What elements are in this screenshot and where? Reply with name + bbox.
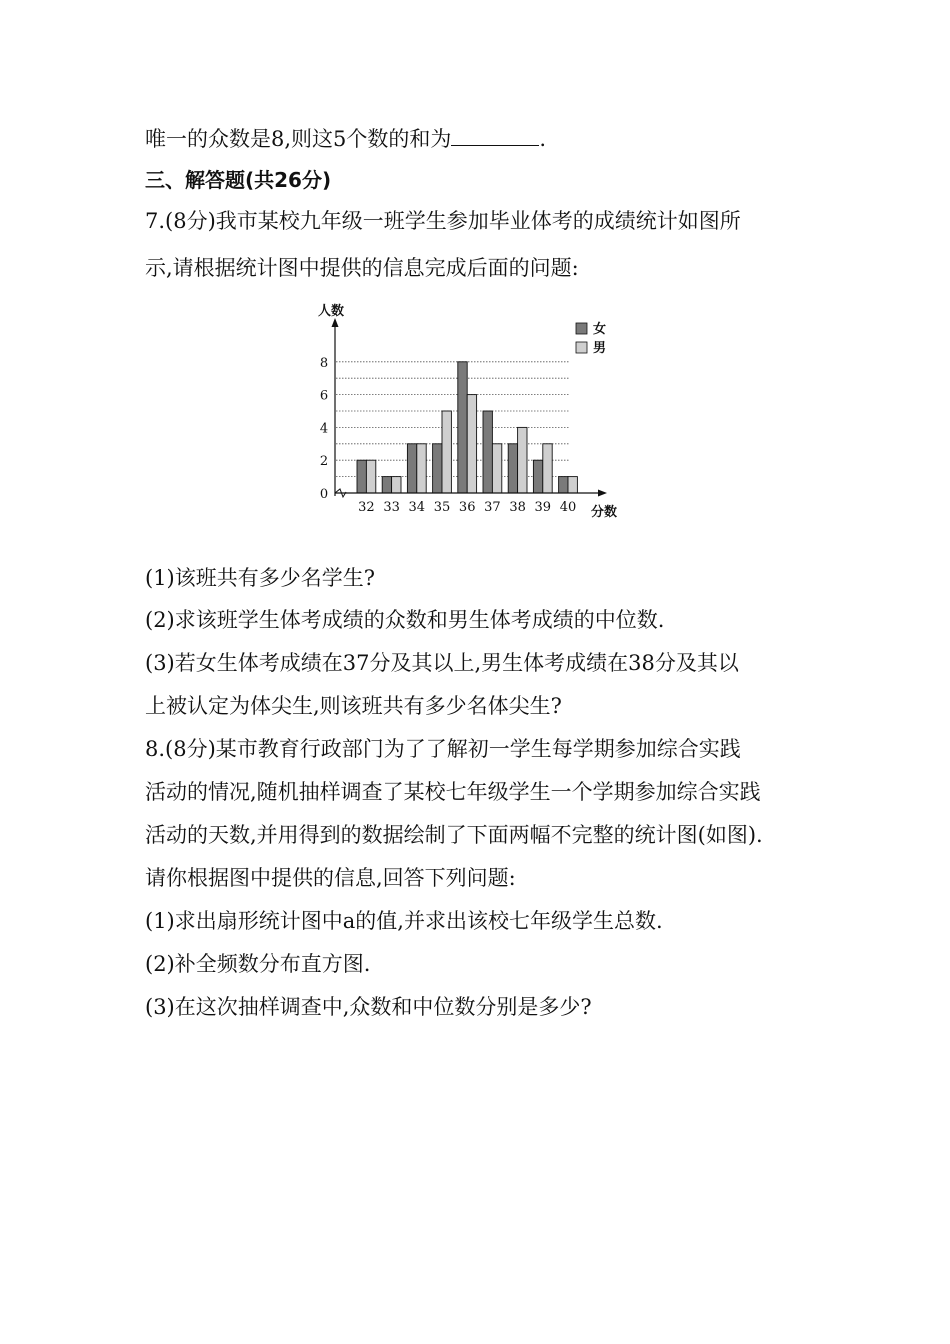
q8-line-2: 活动的情况,随机抽样调查了某校七年级学生一个学期参加综合实践: [145, 780, 761, 804]
bar-male-35: [442, 411, 451, 493]
x-tick-label: 33: [383, 500, 400, 515]
q8-part-1: (1)求出扇形统计图中a的值,并求出该校七年级学生总数.: [145, 909, 663, 933]
legend-swatch-male: [576, 342, 587, 353]
bar-male-39: [543, 444, 552, 493]
bar-male-36: [467, 395, 476, 493]
x-tick-label: 40: [559, 500, 577, 515]
q7-part-3-line-1: (3)若女生体考成绩在37分及其以上,男生体考成绩在38分及其以: [145, 651, 739, 675]
legend-swatch-female: [576, 323, 587, 334]
y-tick-label: 2: [319, 454, 329, 470]
x-tick-labels: [358, 500, 576, 515]
bar-male-37: [492, 444, 501, 493]
x-tick-label: 39: [534, 500, 552, 515]
bar-male-32: [366, 460, 375, 493]
q8-line-4: 请你根据图中提供的信息,回答下列问题:: [145, 866, 516, 890]
x-tick-label: 34: [408, 500, 426, 515]
bar-male-38: [518, 427, 527, 493]
bar-female-40: [559, 477, 568, 493]
y-tick-label: 8: [319, 355, 329, 371]
x-axis-label: 分数: [591, 505, 618, 520]
y-tick-label: 6: [319, 388, 329, 404]
q7-part-2: (2)求该班学生体考成绩的众数和男生体考成绩的中位数.: [145, 608, 665, 632]
legend-label-female: 女: [593, 322, 607, 337]
y-axis-arrow: [332, 318, 339, 327]
chart-gridlines: [336, 362, 570, 477]
bar-male-34: [417, 444, 426, 493]
x-axis-arrow: [598, 490, 607, 497]
bar-female-32: [357, 460, 366, 493]
x-tick-label: 36: [458, 500, 476, 515]
bar-female-33: [382, 477, 391, 493]
bar-female-35: [433, 444, 442, 493]
q7-part-1: (1)该班共有多少名学生?: [145, 566, 376, 590]
section-heading: 三、解答题(共26分): [145, 168, 332, 192]
y-axis-label: 人数: [318, 304, 345, 319]
y-tick-labels: [320, 356, 328, 502]
q7-line-2: 示,请根据统计图中提供的信息完成后面的问题:: [145, 256, 579, 280]
text-segment: 唯一的众数是8,则这5个数的和为: [145, 127, 452, 151]
bar-male-33: [392, 477, 401, 493]
q7-part-3-line-2: 上被认定为体尖生,则该班共有多少名体尖生?: [145, 694, 562, 718]
text-segment: .: [539, 127, 547, 151]
x-tick-label: 37: [484, 500, 501, 515]
y-tick-label: 4: [319, 421, 329, 437]
answer-blank: [451, 125, 539, 146]
legend-label-male: 男: [593, 341, 607, 356]
x-tick-label: 35: [433, 500, 451, 515]
bar-female-37: [483, 411, 492, 493]
bar-male-40: [568, 477, 577, 493]
bar-female-39: [533, 460, 542, 493]
bar-female-34: [407, 444, 416, 493]
q8-line-3: 活动的天数,并用得到的数据绘制了下面两幅不完整的统计图(如图).: [145, 823, 763, 847]
x-tick-label: 38: [509, 500, 526, 515]
bar-female-36: [458, 362, 467, 493]
q8-part-2: (2)补全频数分布直方图.: [145, 952, 371, 976]
y-tick-label: 0: [319, 487, 329, 502]
x-tick-label: 32: [358, 500, 375, 515]
score-bar-chart: [300, 296, 640, 526]
text-line-1: [145, 124, 546, 154]
bar-female-38: [508, 444, 517, 493]
q8-line-1: 8.(8分)某市教育行政部门为了了解初一学生每学期参加综合实践: [145, 737, 741, 761]
q8-part-3: (3)在这次抽样调查中,众数和中位数分别是多少?: [145, 995, 592, 1019]
q7-line-1: 7.(8分)我市某校九年级一班学生参加毕业体考的成绩统计如图所: [145, 209, 741, 233]
